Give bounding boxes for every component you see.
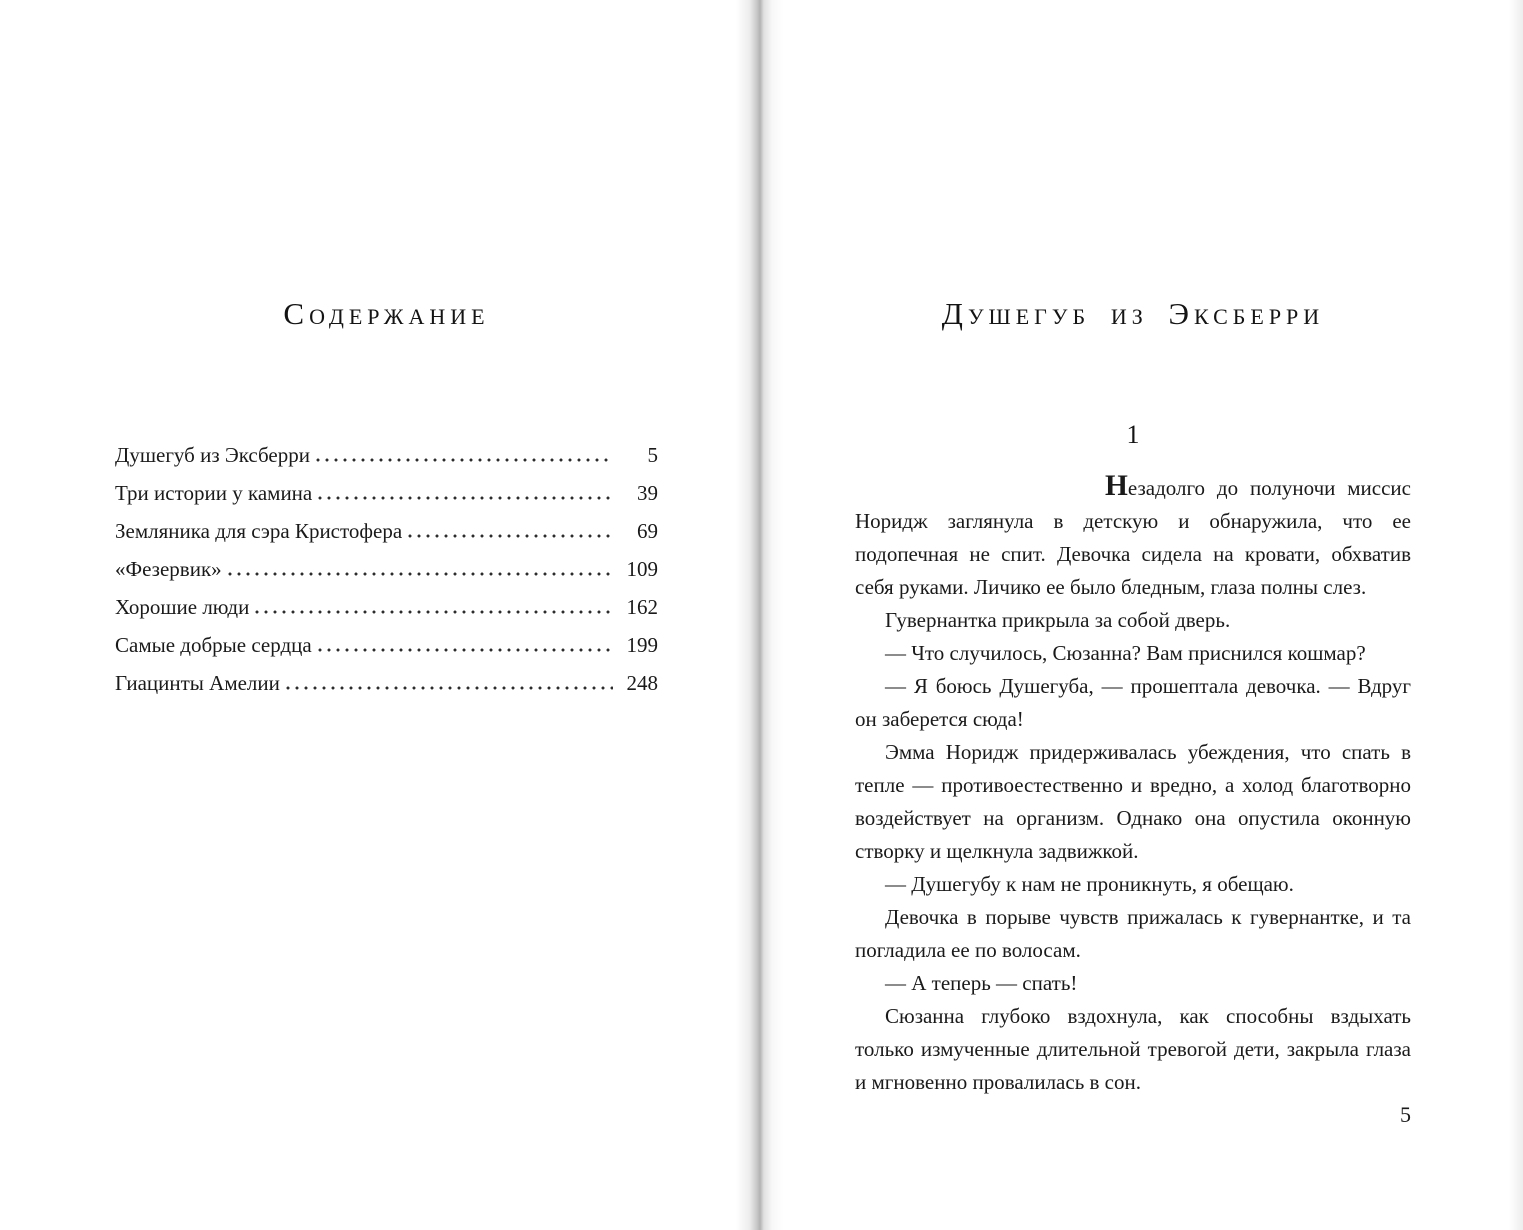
- toc-entry-label: Хорошие люди: [115, 595, 250, 619]
- toc-dot-leader: [318, 496, 613, 500]
- toc-entry-label: Три истории у камина: [115, 481, 313, 505]
- toc-entry: [115, 626, 658, 664]
- toc-page: [0, 0, 750, 1230]
- paragraph-text: езадолго до полуночи миссис Норидж заглянула в детскую и обнаружила, что ее подопечная не спит. Девочка сидела на кровати, обхватив себя руками. Личико ее было бледным, глаза полны слез.: [855, 476, 1411, 599]
- chapter-title: Душегуб из Эксберри: [941, 296, 1325, 331]
- paragraph: — Душегубу к нам не проникнуть, я обещаю.: [885, 872, 1294, 896]
- paragraph-opening: [855, 472, 1411, 604]
- toc-entry-label: Земляника для сэра Кристофера: [115, 519, 403, 543]
- paragraph: Эмма Норидж придерживалась убеждения, что спать в тепле — противоестественно и вредно, а холод благотворно воздействует на организм. Однако она опустила оконную створку и щелкнула задвижкой.: [855, 740, 1411, 863]
- toc-dot-leader: [318, 648, 613, 652]
- toc-entry-page: 5: [647, 443, 658, 467]
- toc-entry-label: Душегуб из Эксберри: [115, 443, 310, 467]
- toc-entry-page: 109: [626, 557, 658, 581]
- toc-dot-leader: [286, 686, 613, 690]
- toc-entry-label: Самые добрые сердца: [115, 633, 312, 657]
- toc-entry-label: Гиацинты Амелии: [115, 671, 280, 695]
- initial-capital: Н: [1105, 470, 1128, 502]
- toc-entry-label: «Фезервик»: [115, 557, 222, 581]
- page-edge-shadow: [1509, 0, 1523, 1230]
- paragraph: Сюзанна глубоко вздохнула, как способны вздыхать только измученные длительной тревогой дети, закрыла глаза и мгновенно провалилась в сон.: [855, 1004, 1411, 1094]
- toc-entry-page: 199: [626, 633, 658, 657]
- paragraph: — Я боюсь Душегуба, — прошептала девочка. — Вдруг он заберется сюда!: [855, 674, 1411, 731]
- toc-title: Содержание: [283, 296, 490, 331]
- toc-dot-leader: [228, 572, 613, 576]
- paragraph: — Что случилось, Сюзанна? Вам приснился кошмар?: [885, 641, 1366, 665]
- toc-entry-page: 39: [637, 481, 658, 505]
- paragraph: Гувернантка прикрыла за собой дверь.: [885, 608, 1231, 632]
- toc-dot-leader: [408, 534, 613, 538]
- toc-entry: [115, 588, 658, 626]
- toc-entry: [115, 664, 658, 702]
- toc-entry: [115, 436, 658, 474]
- toc-entry-page: 162: [626, 595, 658, 619]
- toc-entry: [115, 512, 658, 550]
- chapter-body: [855, 472, 1411, 1099]
- paragraph: Девочка в порыве чувств прижалась к гувернантке, и та погладила ее по волосам.: [855, 905, 1411, 962]
- chapter-page: [768, 0, 1523, 1230]
- page-number: 5: [1400, 1102, 1411, 1127]
- toc-entry: [115, 550, 658, 588]
- toc-list: [115, 436, 658, 702]
- toc-entry-page: 248: [626, 671, 658, 695]
- toc-entry: [115, 474, 658, 512]
- chapter-number: 1: [1126, 420, 1140, 449]
- toc-entry-page: 69: [637, 519, 658, 543]
- paragraph: — А теперь — спать!: [885, 971, 1078, 995]
- toc-dot-leader: [316, 458, 613, 462]
- toc-dot-leader: [255, 610, 613, 614]
